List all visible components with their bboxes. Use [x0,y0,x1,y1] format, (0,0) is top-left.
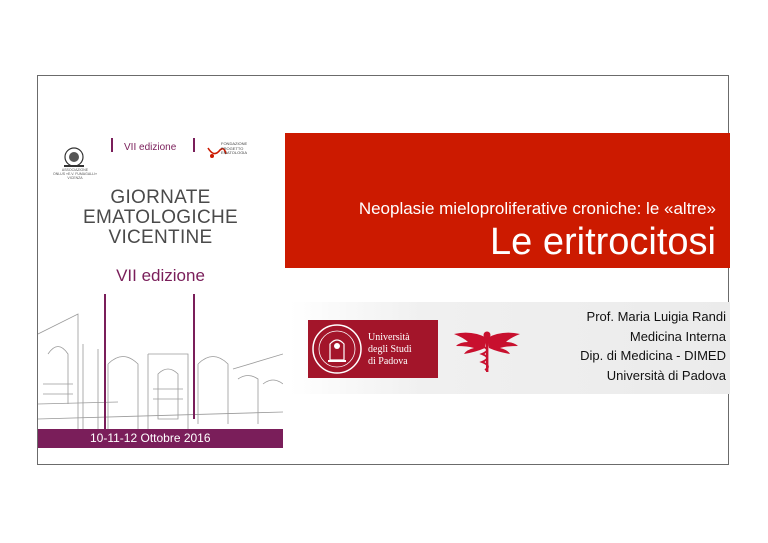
speaker-credits [580,307,726,385]
poster-edition: VII edizione [116,266,205,285]
assoc-line: ONLUS «E.V. FUMAGALLI» [52,172,98,176]
divider [193,138,195,152]
assoc-line: ASSOCIAZIONE [61,168,89,172]
university-line: degli Studi [368,344,412,355]
poster-title-line: VICENTINE [108,227,213,248]
university-logo [308,320,438,378]
architecture-illustration-icon [38,294,283,429]
university-line: di Padova [368,356,408,367]
divider [111,138,113,152]
speaker-university: Università di Padova [606,367,726,383]
event-poster [38,126,283,448]
fond-line: PROGETTO [221,145,244,151]
fond-line: EMATOLOGIA [221,150,248,156]
speaker-department: Medicina Interna [629,328,726,344]
university-name [368,332,412,368]
presentation-subtitle: Neoplasie mieloproliferative croniche: le «altre» [358,199,716,218]
assoc-line: VICENZA [67,176,83,180]
speaker-division: Dip. di Medicina - DIMED [580,348,726,363]
edition-label-top: VII edizione [124,142,177,153]
poster-title [38,188,283,248]
association-name [51,168,99,180]
fondazione-name [221,142,247,156]
caduceus-icon [452,326,522,374]
association-logo-icon [60,146,88,168]
speaker-name: Prof. Maria Luigia Randi [586,309,726,324]
slide [37,75,729,465]
poster-title-line: EMATOLOGICHE [83,207,238,228]
presentation-title: Le eritrocitosi [490,221,716,263]
poster-title-line: GIORNATE [110,187,211,208]
university-line: Università [368,332,410,343]
university-seal-icon [310,322,364,376]
title-banner [285,133,730,268]
event-dates: 10-11-12 Ottobre 2016 [38,429,283,448]
fond-line: FONDAZIONE [221,141,248,146]
